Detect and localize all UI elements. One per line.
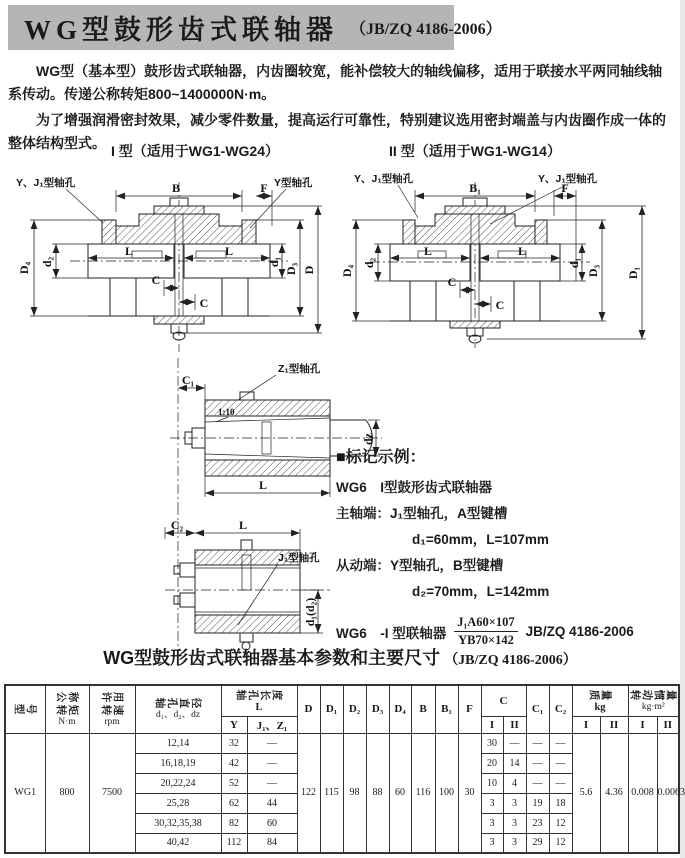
example-line: 主轴端：J₁型轴孔，A型键槽 xyxy=(336,506,508,521)
subcol-inertia-I: I xyxy=(628,716,657,733)
cell-d: 16,18,19 xyxy=(135,753,221,773)
cell-C2: 12 xyxy=(549,833,572,853)
dim-C-left: C xyxy=(447,275,457,289)
subcol-mass-II: II xyxy=(600,716,628,733)
dim-C2: C₂ xyxy=(170,518,184,532)
col-header-C1: C₁ xyxy=(526,685,549,733)
diagram2-caption: II 型（适用于WG1-WG14） xyxy=(389,143,561,159)
standard-number: （JB/ZQ 4186-2006） xyxy=(350,21,502,38)
table-title-standard: （JB/ZQ 4186-2006） xyxy=(444,653,577,668)
col-header-D4: D₄ xyxy=(389,685,411,733)
cell-C1: — xyxy=(526,773,549,793)
fraction-denominator: YB70×142 xyxy=(458,633,514,647)
cell-JZ: — xyxy=(247,753,297,773)
cell-d: 20,22,24 xyxy=(135,773,221,793)
table-title xyxy=(0,644,680,670)
fraction-numerator: J₁A60×107 xyxy=(454,615,517,632)
cell-CII: 3 xyxy=(503,813,526,833)
dim-d1: d₁ xyxy=(267,256,281,268)
page-title: WG型鼓形齿式联轴器 xyxy=(24,15,339,45)
dim-L: L xyxy=(258,478,268,492)
diagram-type2 xyxy=(340,156,676,352)
subcol-C-II: II xyxy=(503,716,526,733)
col-header-C: C xyxy=(481,685,526,716)
cell-inertia-II: 0.0063 xyxy=(657,733,679,853)
cell-Y: 62 xyxy=(221,793,247,813)
dim-C-right: C xyxy=(199,296,209,310)
subcol-inertia-II: II xyxy=(657,716,679,733)
cell-speed: 7500 xyxy=(89,733,135,853)
cell-F: 30 xyxy=(458,733,481,853)
dim-B: B xyxy=(171,181,181,195)
cell-mass-I: 5.6 xyxy=(572,733,600,853)
dim-C1: C₁ xyxy=(181,373,195,387)
cell-CI: 30 xyxy=(481,733,503,753)
page-title-bar xyxy=(8,5,502,50)
cell-torque: 800 xyxy=(45,733,89,853)
cell-d: 25,28 xyxy=(135,793,221,813)
dim-d2: d₂ xyxy=(40,256,54,268)
cell-d: 30,32,35,38 xyxy=(135,813,221,833)
cell-model: WG1 xyxy=(5,733,45,853)
cell-Y: 82 xyxy=(221,813,247,833)
cell-d: 40,42 xyxy=(135,833,221,853)
dim-L-left: L xyxy=(423,244,433,258)
dim-L: L xyxy=(238,518,248,532)
example-line: WG6 I型鼓形齿式联轴器 xyxy=(336,480,493,495)
dim-D4: D₄ xyxy=(17,261,31,275)
intro-para-1: WG型（基本型）鼓形齿式联轴器，内齿圈较宽，能补偿较大的轴线偏移，适用于联接水平两同轴线轴系传动。传递公称转矩800~1400000N·m。 xyxy=(8,63,663,102)
cell-C2: 12 xyxy=(549,813,572,833)
cell-Y: 52 xyxy=(221,773,247,793)
marking-example xyxy=(336,444,678,648)
label-taper: 1:10 xyxy=(218,407,235,417)
dim-B1: B₁ xyxy=(469,181,481,195)
example-line: d₁=60mm，L=107mm xyxy=(412,532,549,547)
subcol-mass-I: I xyxy=(572,716,600,733)
dim-d1: d₁ xyxy=(567,257,581,269)
cell-C1: 23 xyxy=(526,813,549,833)
cell-D4: 60 xyxy=(389,733,411,853)
dim-L-right: L xyxy=(517,244,527,258)
cell-Y: 112 xyxy=(221,833,247,853)
dim-d1d2: d₁(d₂) xyxy=(303,597,317,627)
col-header-D1: D₁ xyxy=(320,685,343,733)
cell-CI: 20 xyxy=(481,753,503,773)
dim-d2: d₂ xyxy=(362,257,376,269)
example-line: 从动端：Y型轴孔，B型键槽 xyxy=(336,558,504,573)
col-header-B: B xyxy=(411,685,435,733)
dim-F: F xyxy=(260,181,268,195)
col-header-inertia: 转动惯量 kg·m² xyxy=(628,685,679,716)
col-header-mass: 质量 kg xyxy=(572,685,628,716)
type2-dimensions xyxy=(340,172,646,339)
col-header-D: D xyxy=(297,685,320,733)
cell-C2: — xyxy=(549,773,572,793)
label-bore-right: Y、J₁型轴孔 xyxy=(538,173,598,185)
cell-JZ: 60 xyxy=(247,813,297,833)
cell-CII: 4 xyxy=(503,773,526,793)
dim-L-left: L xyxy=(124,244,134,258)
example-line: d₂=70mm，L=142mm xyxy=(412,584,550,599)
type1-dimensions xyxy=(16,176,322,333)
col-header-torque: 公称 转矩 N·m xyxy=(45,685,89,733)
cell-B: 116 xyxy=(411,733,435,853)
cell-C2: 18 xyxy=(549,793,572,813)
cell-CI: 10 xyxy=(481,773,503,793)
cell-d: 12,14 xyxy=(135,733,221,753)
diagram1-caption: I 型（适用于WG1-WG24） xyxy=(110,143,279,159)
cell-CI: 3 xyxy=(481,833,503,853)
example-heading: ■标记示例： xyxy=(336,449,426,466)
col-header-model: 型号 xyxy=(5,685,45,733)
col-header-C2: C₂ xyxy=(549,685,572,733)
cell-CII: 3 xyxy=(503,833,526,853)
cell-D1: 115 xyxy=(320,733,343,853)
dim-C-right: C xyxy=(495,298,505,312)
designation-standard: JB/ZQ 4186-2006 xyxy=(525,624,634,639)
cell-Y: 42 xyxy=(221,753,247,773)
table-title-text: WG型鼓形齿式联轴器基本参数和主要尺寸 xyxy=(103,648,441,668)
label-bore-right: Y型轴孔 xyxy=(274,177,313,189)
cell-C1: 29 xyxy=(526,833,549,853)
cell-C2: — xyxy=(549,733,572,753)
dim-L-right: L xyxy=(224,244,234,258)
subcol-JZ: J₁、Z₁ xyxy=(247,716,297,733)
subcol-Y: Y xyxy=(221,716,247,733)
cell-D3: 88 xyxy=(366,733,389,853)
col-header-bore-len: 轴孔长度 L xyxy=(221,685,297,716)
spec-table xyxy=(4,684,685,854)
cell-B1: 100 xyxy=(435,733,458,853)
cell-C1: 19 xyxy=(526,793,549,813)
cell-CII: 14 xyxy=(503,753,526,773)
diagram-type1 xyxy=(14,156,334,352)
label-z1-bore: Z₁型轴孔 xyxy=(278,363,321,375)
cell-JZ: — xyxy=(247,773,297,793)
cell-CII: 3 xyxy=(503,793,526,813)
cell-CI: 3 xyxy=(481,813,503,833)
label-bore-left: Y、J₁型轴孔 xyxy=(354,173,414,185)
dim-D4: D₄ xyxy=(340,264,354,278)
dim-D1: D₁ xyxy=(626,266,640,280)
dim-F: F xyxy=(561,181,569,195)
dim-D3: D₃ xyxy=(586,264,600,278)
cell-Y: 32 xyxy=(221,733,247,753)
cell-CII: — xyxy=(503,733,526,753)
cell-C1: — xyxy=(526,733,549,753)
col-header-bore-dia: 轴孔直径 d₁、d₂、dz xyxy=(135,685,221,733)
dim-C-left: C xyxy=(151,273,161,287)
dim-dz: dz xyxy=(361,433,375,445)
table-row xyxy=(5,733,679,753)
cell-JZ: 84 xyxy=(247,833,297,853)
cell-D: 122 xyxy=(297,733,320,853)
dim-D3: D₃ xyxy=(284,262,298,276)
label-j1-bore: J₁型轴孔 xyxy=(278,552,320,564)
cell-C1: — xyxy=(526,753,549,773)
cell-C2: — xyxy=(549,753,572,773)
col-header-speed: 许用 转速 rpm xyxy=(89,685,135,733)
cell-inertia-I: 0.008 xyxy=(628,733,657,853)
dim-D: D xyxy=(302,265,316,275)
cell-JZ: 44 xyxy=(247,793,297,813)
subcol-C-I: I xyxy=(481,716,503,733)
cell-mass-II: 4.36 xyxy=(600,733,628,853)
col-header-D3: D₃ xyxy=(366,685,389,733)
col-header-B1: B₁ xyxy=(435,685,458,733)
col-header-F: F xyxy=(458,685,481,733)
designation-prefix: WG6 -I 型联轴器 xyxy=(336,625,447,641)
cell-JZ: — xyxy=(247,733,297,753)
label-bore-left: Y、J₁型轴孔 xyxy=(16,177,76,189)
cell-D2: 98 xyxy=(343,733,366,853)
intro-para-2: 为了增强润滑密封效果，减少零件数量，提高运行可靠性，特别建议选用密封端盖与内齿圈作成一体的整体结构型式。 xyxy=(8,112,666,151)
cell-CI: 3 xyxy=(481,793,503,813)
col-header-D2: D₂ xyxy=(343,685,366,733)
